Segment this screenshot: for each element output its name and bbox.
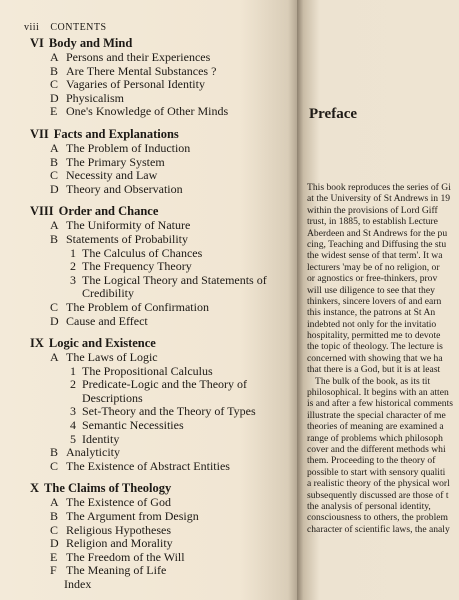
preface-line: character of scientific laws, the analy [307,523,450,535]
entry-title: Are There Mental Substances ? [66,63,217,78]
entry-letter: A [50,495,59,510]
entry-title: The Primary System [66,154,165,169]
preface-line: them. Proceeding to the theory of [307,455,436,467]
contents-entry [50,183,292,197]
entry-letter: B [50,509,59,524]
entry-title: The Meaning of Life [66,563,167,578]
entry-letter: B [50,231,59,246]
preface-line: will use diligence to see that they [307,284,435,296]
preface-line: the topic of theology. The lecture is [307,341,443,353]
part-heading [30,481,292,496]
entry-title: Statements of Probability [66,231,188,246]
entry-letter: E [50,549,58,564]
preface-line: thinkers, sincere lovers of and earn [307,295,442,307]
part-numeral: IX [30,336,44,351]
preface-line: This book reproduces the series of Gi [307,182,451,193]
entry-number: 3 [70,272,76,287]
entry-letter: B [50,445,59,460]
entry-title: Persons and their Experiences [66,50,211,64]
part-heading [30,127,292,142]
contents-entry [50,219,292,233]
entry-title: Physicalism [66,90,125,105]
preface-line: cover and the different methods whi [307,443,446,455]
entry-title: Theory and Observation [66,181,183,196]
part-title: Logic and Existence [48,336,156,351]
part-heading [30,36,292,51]
contents-entry [50,78,292,92]
preface-line: that there is a God, but it is at least [307,364,441,376]
preface-body [307,182,459,535]
preface-line: trust, in 1885, to establish Lecture [307,216,438,228]
entry-letter: A [50,50,59,64]
entry-letter: C [50,299,59,314]
contents-entry [50,537,292,551]
contents-subentry [70,365,292,379]
contents-entry [50,105,292,119]
entry-title: Necessity and Law [66,168,158,183]
entry-letter: C [50,522,59,537]
part-title: Facts and Explanations [53,126,179,141]
part-numeral: VII [30,126,49,141]
index-entry: Index [64,577,92,591]
contents-entry [50,551,292,565]
entry-title: The Uniformity of Nature [66,218,191,233]
preface-line: theories of meaning are examined a [307,421,444,433]
contents-entry [50,92,292,106]
part-title: The Claims of Theology [44,481,172,496]
contents-entry [50,169,292,183]
contents-entry [50,233,292,247]
part-numeral: VI [30,36,44,50]
entry-title: The Frequency Theory [82,259,192,274]
contents-entry [50,446,292,460]
entry-number: 4 [70,418,76,433]
entry-title: The Freedom of the Will [66,549,185,564]
preface-line: Aberdeen and St Andrews for the pu [307,227,448,239]
preface-line: lecturers 'may be of no religion, or [307,261,440,273]
contents-entry [50,524,292,538]
preface-line: illustrate the special character of me [307,409,446,421]
entry-title: Religious Hypotheses [66,522,171,537]
entry-letter: B [50,63,59,78]
entry-letter: A [50,218,59,233]
preface-line: this instance, the patrons at St An [307,307,436,319]
entry-letter: A [50,140,59,155]
contents-entry [50,351,292,365]
contents-entry [50,51,292,65]
entry-number: 2 [70,377,76,392]
contents-entry [50,496,292,510]
contents-subentry [70,405,292,419]
contents-subentry [70,433,292,447]
entry-number: 3 [70,404,76,419]
contents-entry [50,301,292,315]
preface-line: a realistic theory of the physical worl [307,478,450,490]
entry-title: Semantic Necessities [82,418,184,433]
entry-letter: D [50,181,59,196]
contents-subentry [70,419,292,433]
contents-entry [50,564,292,578]
entry-title: The Argument from Design [66,509,199,524]
entry-number: 1 [70,245,76,260]
entry-letter: B [50,154,59,169]
preface-line: subsequently discussed are those of t [307,489,449,501]
entry-letter: C [50,458,59,473]
entry-title: Predicate-Logic and the Theory of Descriptions [82,377,248,405]
contents-subentry [70,247,292,261]
entry-number: 2 [70,259,76,274]
entry-title: The Problem of Induction [66,140,191,155]
entry-number: 5 [70,431,76,446]
table-of-contents [30,36,292,592]
contents-entry [50,156,292,170]
entry-letter: D [50,313,59,328]
preface-line: The bulk of the book, as its tit [315,375,431,387]
preface-line: is and after a few historical comments [307,398,453,410]
preface-line: cing, Teaching and Diffusing the stu [307,238,447,250]
entry-letter: D [50,536,59,551]
preface-line: possible to start with sensory qualiti [307,466,446,478]
preface-title: Preface [309,106,358,122]
entry-letter: C [50,77,59,92]
contents-entry [50,460,292,474]
entry-letter: A [50,350,59,365]
part-title: Body and Mind [48,36,133,50]
entry-letter: C [50,168,59,183]
entry-letter: E [50,104,58,119]
contents-subentry [70,260,292,274]
preface-line: indebted not only for the invitatio [307,318,437,330]
entry-title: The Calculus of Chances [82,245,203,260]
contents-entry [50,65,292,79]
preface-line: hospitality, permitted me to devote [307,330,441,342]
preface-line: or agnostics or free-thinkers, prov [307,273,438,285]
part-title: Order and Chance [58,204,159,219]
entry-title: Vagaries of Personal Identity [66,77,205,92]
entry-title: The Problem of Confirmation [66,299,209,314]
entry-title: The Existence of Abstract Entities [66,458,230,473]
contents-entry [50,315,292,329]
entry-letter: F [50,563,57,578]
contents-entry [50,142,292,156]
part-numeral: X [30,481,40,496]
entry-title: The Propositional Calculus [82,363,213,378]
entry-title: Set-Theory and the Theory of Types [82,404,256,419]
entry-title: Analyticity [66,445,120,460]
preface-page [297,0,459,600]
entry-number: 1 [70,363,76,378]
part-numeral: VIII [30,204,54,219]
page-number: viii [24,22,40,33]
contents-subentry [70,274,292,301]
preface-line: at the University of St Andrews in 19 [307,193,451,205]
preface-line: concerned with showing that we ha [307,352,443,364]
preface-line: the widest sense of that term'. It wa [307,250,443,262]
running-head-title: CONTENTS [50,22,107,33]
entry-title: The Laws of Logic [66,350,158,365]
contents-entry [50,510,292,524]
contents-subentry [70,378,292,405]
entry-letter: D [50,90,59,105]
entry-title: Identity [82,431,120,446]
entry-title: The Logical Theory and Statements of Credibility [82,272,267,301]
entry-title: One's Knowledge of Other Minds [66,104,229,119]
preface-line: the analysis of personal identity, [307,500,431,512]
running-head [24,22,107,33]
entry-title: Cause and Effect [66,313,148,328]
preface-line: within the provisions of Lord Giff [307,204,438,216]
entry-title: Religion and Morality [66,536,173,551]
part-heading [30,204,292,219]
preface-line: philosophical. It begins with an atten [307,387,449,399]
part-heading [30,336,292,351]
preface-line: range of problems which philosoph [307,432,443,444]
entry-title: The Existence of God [66,495,171,510]
preface-line: consciousness to others, the problem [307,512,448,524]
